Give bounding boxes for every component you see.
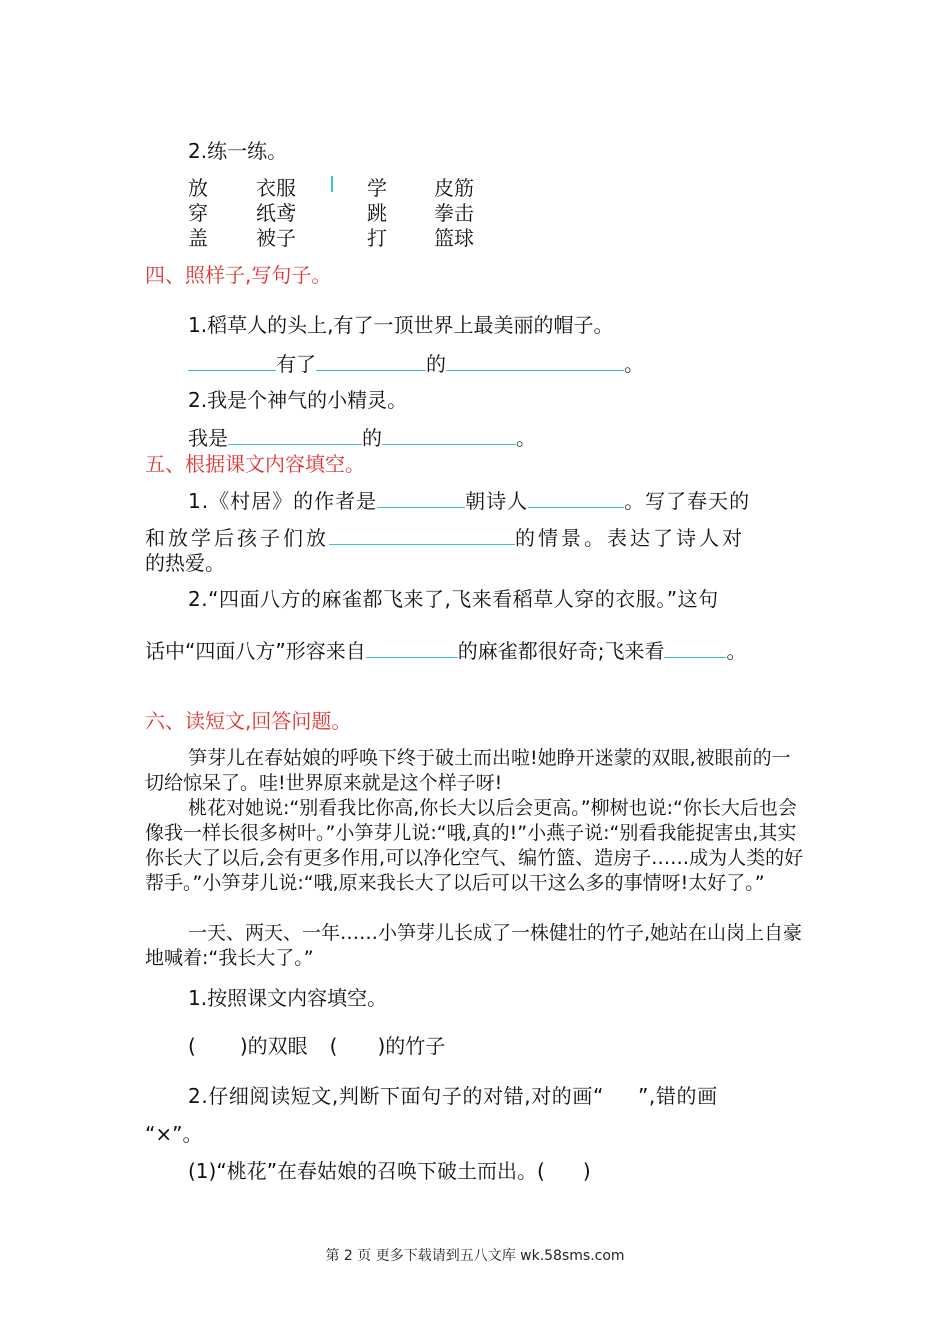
noun: 纸鸢 [256,201,296,225]
text: 。写了春天的 [624,489,751,513]
example-sentence: 1.稻草人的头上,有了一顶世界上最美丽的帽子。 [188,313,614,337]
fill-sentence [145,637,746,664]
text: 的 [362,426,382,450]
paren-close: ) [582,1159,591,1183]
blank-line[interactable] [664,637,726,658]
text: 的情景。表达了诗人对 [515,526,745,550]
blank-line[interactable] [528,487,624,508]
fill-sentence [188,1033,445,1059]
paren-close: ) [377,1034,386,1058]
question: “×”。 [145,1122,203,1146]
blank-line[interactable] [446,350,624,371]
verb: 盖 [188,226,208,250]
blank-line[interactable] [188,350,276,371]
page-footer: 第 2 页 更多下载请到五八文库 wk.58sms.com [325,1248,625,1264]
text: ”,错的画 [637,1084,718,1108]
verb: 放 [188,176,208,200]
blank-line[interactable] [228,424,362,445]
passage-paragraph: 笋芽儿在春姑娘的呼唤下终于破土而出啦!她睁开迷蒙的双眼,被眼前的一切给惊呆了。哇!世界原来就是这个样子呀! [145,747,791,794]
fill-sentence [188,487,750,514]
text: 2.仔细阅读短文,判断下面句子的对错,对的画“ [188,1084,604,1108]
text-line: 2.“四面八方的麻雀都飞来了,飞来看稻草人穿的衣服。”这句 [188,587,719,611]
blank-line[interactable] [366,637,458,658]
text: 。 [726,639,747,663]
text: 朝诗人 [465,489,529,513]
verb: 学 [367,176,387,200]
text: 。 [624,352,644,376]
blank-line[interactable] [316,350,426,371]
verb: 打 [367,226,387,250]
paren-open: ( [188,1034,196,1058]
section-heading: 六、读短文,回答问题。 [145,709,352,733]
blank-line[interactable] [329,524,515,545]
verb: 跳 [367,201,387,225]
text: 和放学后孩子们放 [145,526,329,550]
text: 。 [516,426,536,450]
noun: 篮球 [434,226,474,250]
verb: 穿 [188,201,208,225]
passage-paragraph: 一天、两天、一年……小笋芽儿长成了一株健壮的竹子,她站在山岗上自豪地喊着:“我长大了。” [145,922,803,969]
divider [331,176,333,192]
text: 的麻雀都很好奇;飞来看 [457,639,665,663]
noun: 衣服 [256,176,296,200]
example-sentence: 2.我是个神气的小精灵。 [188,388,408,412]
text: 有了 [276,352,316,376]
section-heading: 五、根据课文内容填空。 [145,452,365,476]
blank-line[interactable] [382,424,516,445]
noun: 皮筋 [434,176,474,200]
text: 话中“四面八方”形容来自 [145,639,366,663]
text-line: 的热爱。 [145,551,225,575]
text: 的 [426,352,446,376]
fill-sentence [145,524,745,551]
paren-close: ) [239,1034,248,1058]
noun: 拳击 [434,201,474,225]
fill-sentence [188,424,536,451]
text: (1)“桃花”在春姑娘的召唤下破土而出。( [188,1159,545,1183]
question [188,1083,718,1109]
section-heading: 四、照样子,写句子。 [145,263,332,287]
question: 1.按照课文内容填空。 [188,986,388,1010]
judge-item [188,1158,591,1184]
noun: 被子 [256,226,296,250]
text: 的竹子 [385,1034,446,1058]
fill-sentence [188,350,644,377]
blank-line[interactable] [377,487,465,508]
paren-open: ( [329,1034,338,1058]
text: 1.《村居》的作者是 [188,489,378,513]
passage-paragraph: 桃花对她说:“别看我比你高,你长大以后会更高。”柳树也说:“你长大后也会像我一样长很多树叶。”小笋芽儿说:“哦,真的!”小燕子说:“别看我能捉害虫,其实你长大了以后,会有更多作用,可以净化空气、编竹篮、造房子……成为人类的好帮手。”小笋芽儿说:“哦,原来我长大了以后可以干这么多的事情呀!太好了。” [145,797,804,894]
text: 我是 [188,426,228,450]
exercise-title: 2.练一练。 [188,139,288,163]
text: 的双眼 [247,1034,308,1058]
